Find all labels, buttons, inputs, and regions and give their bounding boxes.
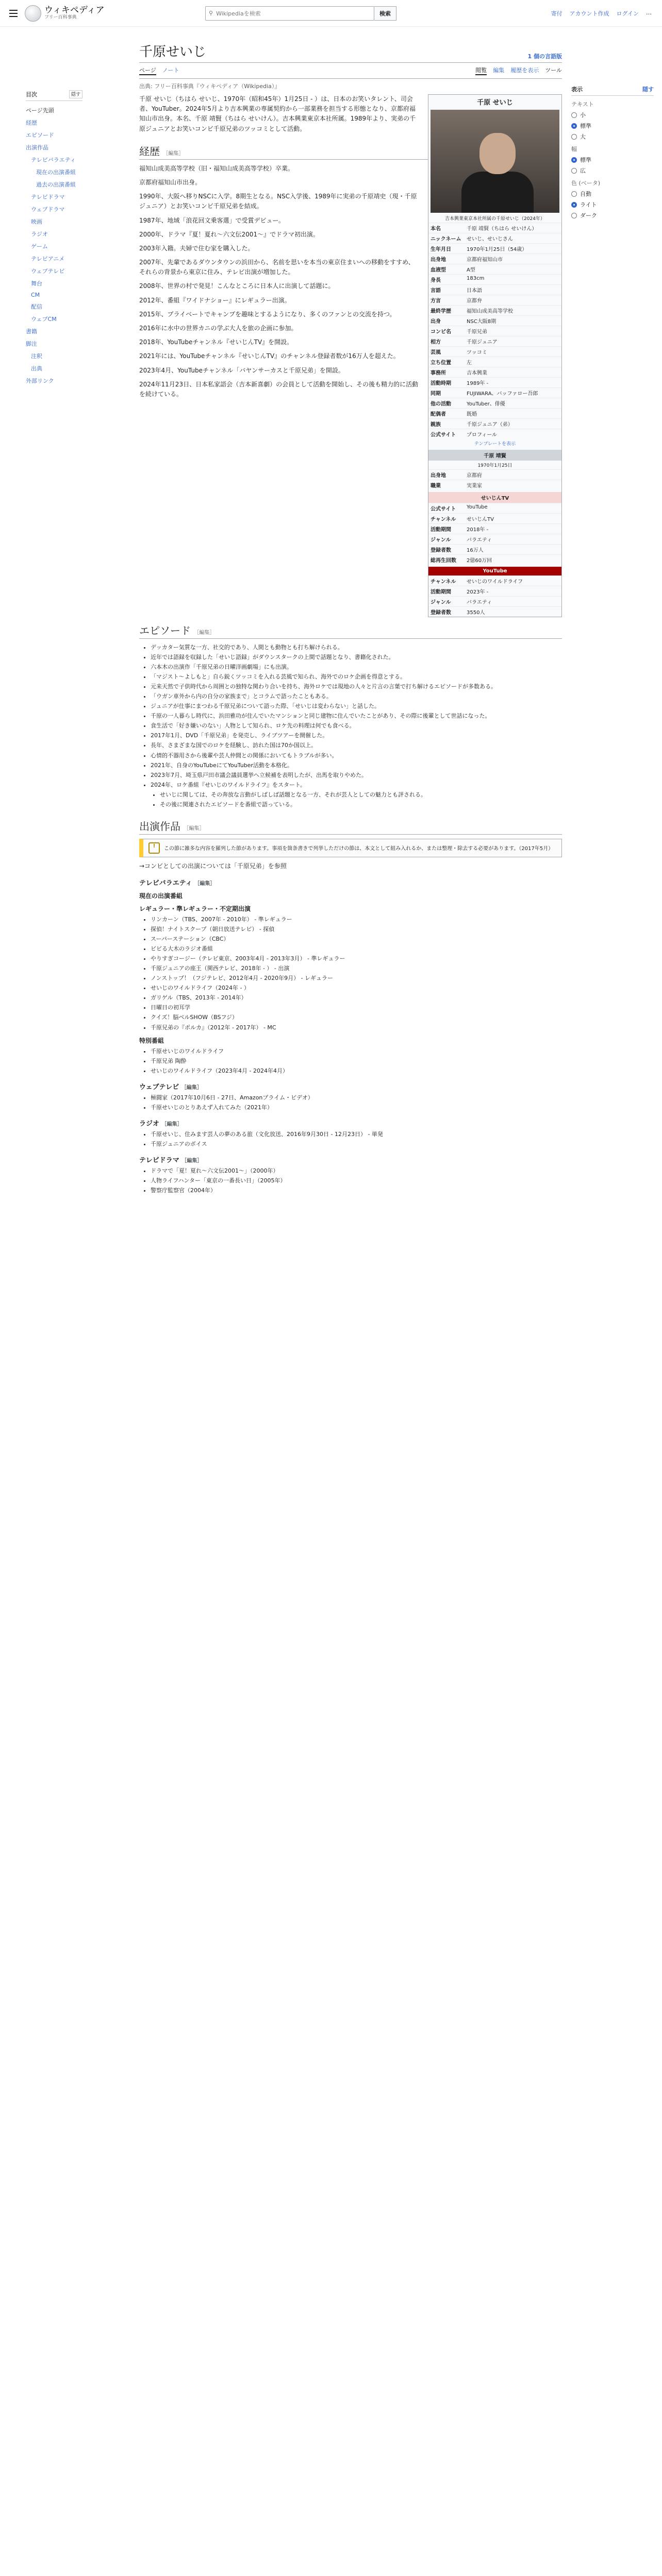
- list-item: • やりすぎコージー（テレビ東京、2003年4月 - 2013年3月） - 準レギュラー: [151, 954, 562, 963]
- list-item: • 「マジスト〜よしもと」自ら鋭くツッコミを入れる芸風で知られ、海外でのロケ企画を得意とする。: [151, 672, 562, 681]
- career-paragraph: 2024年11月23日、日本私家語会（吉本新喜劇）の会員として活動を開始し、その後も精力的に活動を続けている。: [139, 380, 419, 398]
- infobox-value: 183cm: [467, 276, 485, 281]
- infobox-key: ジャンル: [431, 600, 451, 605]
- heading-radio: ラジオ ［編集］: [139, 1120, 183, 1128]
- login-link[interactable]: ログイン: [616, 10, 639, 17]
- toc-item[interactable]: ウェブテレビ: [31, 268, 65, 275]
- infobox-value: 3550人: [467, 610, 485, 616]
- infobox-key: 事務所: [431, 370, 446, 376]
- infobox-value: NSC大阪8期: [467, 319, 496, 325]
- infobox-row: [428, 367, 561, 377]
- top-header: [0, 0, 662, 27]
- width-option[interactable]: [571, 166, 654, 175]
- text-size-option[interactable]: [571, 132, 654, 141]
- infobox-key: 方言: [431, 298, 441, 304]
- infobox-key: 活動期間: [431, 589, 451, 595]
- heading-tv: テレビバラエティ ［編集］: [139, 879, 216, 887]
- main-menu-icon[interactable]: [6, 6, 21, 21]
- wikipedia-logo[interactable]: [25, 5, 148, 22]
- list-item: • 人物ライフハンター「東京の一番長い日」（2005年）: [151, 1176, 562, 1185]
- infobox-key: 同期: [431, 391, 441, 397]
- list-item: • 近年では語録を収録した「せいじ語録」がダウンスタークの上間で話題となり、書籍化された。: [151, 653, 562, 662]
- infobox-value: 福知山成美高等学校: [467, 309, 513, 314]
- list-item: • ジュニアが仕事にまつわる千原兄弟について語った際、「せいじは変わらない」と話した。: [151, 702, 562, 710]
- infobox-key: 活動期間: [431, 527, 451, 533]
- text-size-label: テキスト: [571, 101, 594, 108]
- toc-item[interactable]: テレビアニメ: [31, 256, 65, 262]
- globe-icon: [25, 5, 41, 22]
- infobox-value: 1970年1月25日（54歳）: [467, 247, 527, 252]
- more-menu-icon[interactable]: …: [646, 9, 652, 16]
- toc-item[interactable]: 現在の出演番組: [36, 169, 76, 176]
- infobox-value: 京都弁: [467, 298, 482, 304]
- toc-item[interactable]: ウェブCM: [31, 316, 57, 323]
- career-paragraph: 福知山成美高等学校（旧・福知山成美高等学校）卒業。: [139, 164, 294, 172]
- toc-item[interactable]: エピソード: [26, 132, 54, 139]
- list-item: • 食生活で「好き嫌いのない」人物として知られ、ロケ先の料理は何でも食べる。: [151, 721, 562, 730]
- infobox-row: [428, 284, 561, 295]
- warning-icon: !: [148, 842, 160, 854]
- list-item: • 千原の一人暮らし時代に、浜田雅功が住んでいたマンションと同じ建物に住んでいたことがあり、その際に後輩として世話になった。: [151, 711, 562, 720]
- infobox-value: 左: [467, 360, 472, 366]
- toc-item[interactable]: 外部リンク: [26, 378, 54, 384]
- color-option[interactable]: [571, 190, 654, 198]
- list-item: • 2024年、ロケ番組『せいじのワイルドライフ』をスタート。: [151, 781, 562, 789]
- edit-link[interactable]: ［編集］: [163, 150, 184, 157]
- tab-history[interactable]: 履歴を表示: [510, 67, 539, 74]
- infobox-row: [428, 274, 561, 284]
- infobox-section-channel: せいじんTV: [428, 492, 561, 503]
- career-paragraph: 京都府福知山市出身。: [139, 178, 202, 186]
- width-option[interactable]: [571, 156, 654, 164]
- toc-item[interactable]: 出典: [31, 365, 42, 372]
- infobox-value: 1989年 -: [467, 381, 489, 386]
- tab-edit[interactable]: 編集: [493, 67, 505, 74]
- search-icon: ⚲: [209, 10, 213, 16]
- career-paragraph: 2003年入籍。夫婦で住む家を購入した。: [139, 244, 254, 252]
- infobox-value: 2018年 -: [467, 527, 489, 533]
- heading-special: 特別番組: [139, 1037, 164, 1044]
- list-item: • 長年、さまざまな国でのロケを経験し、訪れた国は70か国以上。: [151, 741, 562, 750]
- infobox-value: YouTube: [467, 504, 488, 510]
- infobox-row: [428, 480, 561, 490]
- infobox-row: [428, 575, 561, 586]
- infobox-row: [428, 523, 561, 534]
- maintenance-notice: ! この節に雑多な内容を羅列した節があります。事項を箇条書きで列挙しただけの節は、本文として組み入れるか、または整理・除去する必要があります。（2017年5月）: [139, 839, 562, 857]
- color-option[interactable]: [571, 200, 654, 209]
- infobox-key: 出身: [431, 319, 441, 325]
- language-button[interactable]: 1 個の言語版: [527, 53, 562, 60]
- infobox-key: 活動時期: [431, 381, 451, 386]
- infobox-value: ツッコミ: [467, 350, 487, 355]
- edit-link[interactable]: ［編集］: [194, 630, 215, 636]
- career-paragraph: 2021年には、YouTubeチャンネル『せいじんTV』のチャンネル登録者数が16万人を超えた。: [139, 352, 400, 360]
- infobox-row: [428, 233, 561, 243]
- infobox-key: チャンネル: [431, 517, 456, 522]
- infobox-row: [428, 534, 561, 544]
- infobox-section-name: 千原 靖賢: [428, 450, 561, 461]
- infobox-key: ニックネーム: [431, 236, 461, 242]
- infobox-row: [428, 357, 561, 367]
- width-option-label: 標準: [580, 157, 591, 163]
- infobox-key: 身長: [431, 278, 441, 283]
- list-item: • 千原せいじのワイルドライフ: [151, 1047, 562, 1056]
- page-title-row: [139, 41, 562, 63]
- infobox-key: 最終学歴: [431, 309, 451, 314]
- edit-link[interactable]: ［編集］: [184, 825, 205, 832]
- infobox-key: チャンネル: [431, 579, 456, 585]
- infobox-row: [428, 243, 561, 253]
- infobox-row: [428, 326, 561, 336]
- list-item: • 2017年1月、DVD「千原兄弟」を発売し、ライブツアーを開催した。: [151, 731, 562, 740]
- infobox-key: 立ち位置: [431, 360, 451, 366]
- infobox-row: [428, 429, 561, 439]
- infobox-value: 実業家: [467, 483, 482, 489]
- article: [139, 41, 562, 1196]
- infobox-row: [428, 513, 561, 523]
- infobox-row: [428, 305, 561, 315]
- list-item: • 警察庁監察官（2004年）: [151, 1186, 562, 1195]
- infobox-row: [428, 253, 561, 264]
- user-links: [551, 9, 652, 18]
- infobox-value: FUJIWARA、バッファロー吾郎: [467, 391, 538, 397]
- infobox-row: [428, 418, 561, 429]
- appearance-title: 表示: [571, 86, 583, 93]
- edit-link[interactable]: ［編集］: [161, 1121, 183, 1127]
- text-size-option[interactable]: [571, 111, 654, 119]
- heading-works: 出演作品 ［編集］: [139, 818, 562, 835]
- infobox-key: 出身地: [431, 473, 446, 479]
- toc-item[interactable]: 映画: [31, 218, 42, 225]
- infobox-value: プロフィール: [467, 432, 497, 438]
- radio-icon: [571, 202, 577, 208]
- color-label: 色 (ベータ): [571, 180, 601, 187]
- infobox-value: 千原兄弟: [467, 329, 487, 335]
- radio-icon: [571, 191, 577, 197]
- infobox-value: A型: [467, 267, 475, 273]
- list-item: • 千原兄弟の『ポルカ』（2012年 - 2017年） - MC: [151, 1023, 562, 1032]
- infobox-value: 京都府福知山市: [467, 257, 503, 263]
- portrait-image[interactable]: [431, 110, 559, 213]
- infobox-key: 生年月日: [431, 247, 451, 252]
- infobox-key: 公式サイト: [431, 506, 456, 512]
- toc-item[interactable]: ゲーム: [31, 243, 48, 250]
- infobox-value: 2023年 -: [467, 589, 489, 595]
- appearance-hide-button[interactable]: 隠す: [642, 86, 654, 93]
- toc-item[interactable]: 書籍: [26, 328, 37, 335]
- toc-item[interactable]: 配信: [31, 303, 42, 310]
- list-item: • せいじのワイルドライフ（2023年4月 - 2024年4月）: [151, 1066, 562, 1075]
- color-option-label: ライト: [580, 201, 597, 208]
- infobox-key: 相方: [431, 340, 441, 345]
- infobox-value: 千原ジュニア（弟）: [467, 422, 513, 428]
- width-label: 幅: [571, 146, 577, 152]
- infobox-key: 総再生回数: [431, 558, 456, 564]
- color-option-label: ダーク: [580, 212, 597, 219]
- toc-item[interactable]: 脚注: [26, 341, 37, 347]
- infobox-key: 芸風: [431, 350, 441, 355]
- career-paragraph: 2012年、番組『ワイドナショー』にレギュラー出演。: [139, 296, 291, 304]
- template-link[interactable]: テンプレートを表示: [474, 442, 516, 447]
- list-item: • スーパーステーション（CBC）: [151, 935, 562, 943]
- works-note: →コンビとしての出演については「千原兄弟」を参照: [139, 862, 287, 870]
- list-item: • ドラマで「夏！夏れ～六文伝2001～」（2000年）: [151, 1166, 562, 1175]
- search-input[interactable]: ⚲ Wikipediaを検索: [205, 6, 374, 21]
- width-option-label: 広: [580, 167, 586, 174]
- career-paragraph: 2008年、世界の村で発見！こんなところに日本人に出演して話題に。: [139, 282, 335, 290]
- infobox-section-youtube: YouTube: [428, 567, 561, 575]
- toc-item[interactable]: ラジオ: [31, 231, 48, 238]
- list-item: • せいじに関しては、その奔放な言動がしばしば話題となる一方、それが芸人としての魅力とも評される。: [160, 790, 562, 799]
- tab-read[interactable]: 閲覧: [475, 66, 487, 75]
- infobox-title: 千原 せいじ: [428, 95, 561, 109]
- career-paragraph: 2000年、ドラマ『夏！夏れ～六文伝2001～』でドラマ初出演。: [139, 230, 319, 238]
- toc-item[interactable]: 出演作品: [26, 144, 48, 151]
- toc-item[interactable]: ウェブドラマ: [31, 206, 65, 213]
- heading-episode: エピソード ［編集］: [139, 622, 562, 639]
- page-tabs: [139, 63, 562, 79]
- list-item: • 元来天然で子供時代から周囲との独特な関わり合いを持ち、海外ロケでは現地の人々と片言の言葉で打ち解けるエピソードが多数ある。: [151, 682, 562, 691]
- infobox-birth: 1970年1月25日: [477, 463, 512, 468]
- infobox-row: [428, 503, 561, 513]
- list-item: • 極闘家（2017年10月6日 - 27日、Amazonプライム・ビデオ）: [151, 1093, 562, 1102]
- career-paragraph: 2018年、YouTubeチャンネル『せいじんTV』を開設。: [139, 338, 293, 346]
- toc-item[interactable]: 注釈: [31, 353, 42, 360]
- infobox-key: 血液型: [431, 267, 446, 273]
- list-item: • ノンストップ！（フジテレビ、2012年4月 - 2020年9月） - レギュラー: [151, 974, 562, 982]
- infobox-key: 他の活動: [431, 401, 451, 407]
- list-item: • 千原ジュニアのボイス: [151, 1140, 562, 1148]
- infobox-row: [428, 377, 561, 387]
- career-paragraph: 2016年に水中の世界カニの学ぶ大人を旅の企画に参加。: [139, 325, 297, 332]
- career-paragraph: 2015年、プライベートでキャンプを趣味とするようになり、多くのファンとの交流を持つ。: [139, 310, 396, 318]
- infobox-value: 千原ジュニア: [467, 340, 498, 345]
- infobox-row: [428, 469, 561, 480]
- infobox-key: 本名: [431, 226, 441, 232]
- list-item: • 千原せいじ、住みます芸人の夢のある旅（文化放送、2016年9月30日 - 12月23日） - 単発: [151, 1130, 562, 1139]
- infobox-key: 配偶者: [431, 412, 446, 417]
- infobox-key: 親族: [431, 422, 441, 428]
- infobox-row: [428, 554, 561, 565]
- infobox-value: 2億60万回: [467, 558, 492, 564]
- toc-item[interactable]: テレビバラエティ: [31, 157, 76, 163]
- radio-icon: [571, 157, 577, 163]
- heading-career: 経歴 ［編集］: [139, 143, 562, 160]
- infobox-row: [428, 606, 561, 617]
- edit-link[interactable]: ［編集］: [181, 1158, 203, 1164]
- radio-icon: [571, 134, 577, 140]
- infobox-value: 16万人: [467, 548, 484, 553]
- radio-icon: [571, 112, 577, 118]
- infobox-key: 登録者数: [431, 548, 451, 553]
- infobox-key: 職業: [431, 483, 441, 489]
- list-item: • 千原ジュニアの座王（関西テレビ、2018年 - ） - 出演: [151, 964, 562, 973]
- infobox-value: バラエティ: [467, 600, 492, 605]
- list-item: • 2023年7月、埼玉県戸田市議会議員選挙へ立候補を表明したが、出馬を取りやめた。: [151, 771, 562, 779]
- toc-hide-button[interactable]: 隠す: [69, 90, 82, 98]
- list-item: • 六本木の出演作「千原兄弟の日曜洋画劇場」にも出演。: [151, 663, 562, 671]
- list-item: • その後に関連されたエピソードを番組で語っている。: [160, 800, 562, 809]
- toc-item[interactable]: ページ先頭: [26, 107, 54, 114]
- list-item: • 日曜日の初耳学: [151, 1003, 562, 1012]
- infobox-row: [428, 408, 561, 418]
- toc-item[interactable]: 舞台: [31, 280, 42, 287]
- infobox-row: [428, 596, 561, 606]
- list-item: • ビビる大木のラジオ番組: [151, 944, 562, 953]
- career-paragraph: 2007年、先輩であるダウンタウンの浜田から、名前を思いを本当の東京住まいへの移動をすすめ、それらの背景から東京に住み、テレビ出演が増加した。: [139, 259, 415, 276]
- tab-tools[interactable]: ツール: [545, 67, 562, 74]
- heading-drama: テレビドラマ ［編集］: [139, 1156, 203, 1164]
- infobox-row: [428, 346, 561, 357]
- infobox-value: せいじんTV: [467, 517, 494, 522]
- text-size-option[interactable]: [571, 122, 654, 130]
- edit-link[interactable]: ［編集］: [194, 880, 216, 887]
- list-item: • 2021年、自身のYouTubeにてYouTuber活動を本格化。: [151, 761, 562, 770]
- create-account-link[interactable]: アカウント作成: [569, 10, 609, 17]
- table-of-contents: [26, 90, 82, 387]
- infobox-row: [428, 398, 561, 408]
- list-item: • せいじのワイルドライフ（2024年 - ）: [151, 984, 562, 992]
- radio-icon: [571, 123, 577, 129]
- logo-title: ウィキペディア: [44, 5, 105, 16]
- infobox-row: [428, 295, 561, 305]
- search-button[interactable]: 検索: [374, 6, 396, 21]
- donate-link[interactable]: 寄付: [551, 10, 562, 17]
- infobox-value: バラエティ: [467, 537, 492, 543]
- list-item: • 千原兄弟 陶酔: [151, 1057, 562, 1065]
- list-item: • 心情的不器用さから後輩や芸人仲間との関係においてもトラブルが多い。: [151, 751, 562, 760]
- toc-title: 目次: [26, 91, 37, 98]
- logo-subtitle: フリー百科事典: [44, 14, 77, 20]
- search-form: [205, 6, 396, 21]
- appearance-panel: [571, 85, 654, 222]
- text-size-option-label: 標準: [580, 123, 591, 129]
- infobox-key: 言語: [431, 288, 441, 294]
- list-item: • クイズ！脳ベルSHOW（BSフジ）: [151, 1013, 562, 1022]
- edit-link[interactable]: ［編集］: [181, 1084, 202, 1091]
- infobox-key: 登録者数: [431, 610, 451, 616]
- list-item: • ガリゲル（TBS、2013年 - 2014年）: [151, 993, 562, 1002]
- infobox: [428, 94, 562, 617]
- radio-icon: [571, 213, 577, 218]
- list-item: • 探偵！ナイトスクープ（朝日放送テレビ） - 探偵: [151, 925, 562, 934]
- infobox-row: [428, 264, 561, 274]
- career-paragraph: 2023年4月、YouTubeチャンネル「バヤンサーカスと千原兄弟」を開設。: [139, 366, 344, 374]
- infobox-row: [428, 336, 561, 346]
- infobox-row: [428, 387, 561, 398]
- infobox-row: [428, 544, 561, 554]
- list-item: • リンカーン（TBS、2007年 - 2010年） - 準レギュラー: [151, 915, 562, 924]
- source-note: 出典: フリー百科事典『ウィキペディア（Wikipedia）』: [139, 83, 280, 90]
- list-item: • デッカター気質な一方、社交的であり、人間とも動物とも打ち解けられる。: [151, 643, 562, 652]
- list-item: • 千原せいじのとりあえず入れてみた（2021年）: [151, 1103, 562, 1112]
- radio-icon: [571, 168, 577, 174]
- infobox-value: 吉本興業: [467, 370, 487, 376]
- heading-webtv: ウェブテレビ ［編集］: [139, 1083, 202, 1091]
- tab-talk[interactable]: ノート: [162, 67, 179, 74]
- toc-item[interactable]: 経歴: [26, 120, 37, 126]
- intro-paragraph: 千原 せいじ（ちはら せいじ、1970年（昭和45年）1月25日 - ）は、日本のお笑いタレント、司会者、YouTuber。2024年5月より吉本興業の専属契約から一部業務を担当する形態となり、京都府福知山市出身。本名、千原 靖賢（ちはら せいけん）。吉本興業東京本社所属。1989年より、実弟の千原ジュニアとお笑いコンビ千原兄弟のツッコミとして活動。: [139, 95, 416, 132]
- infobox-row: [428, 223, 561, 233]
- infobox-value: YouTuber、俳優: [467, 401, 505, 407]
- infobox-key: コンビ名: [431, 329, 451, 335]
- toc-item[interactable]: 過去の出演番組: [36, 181, 76, 188]
- career-paragraph: 1987年、地域「浪花回文乗客選」で受賞デビュー。: [139, 216, 285, 224]
- toc-item[interactable]: CM: [31, 292, 40, 298]
- infobox-value: せいじのワイルドライフ: [467, 579, 523, 585]
- page-title: 千原せいじ: [139, 44, 207, 60]
- infobox-value: せいじ、せいじさん: [467, 236, 513, 242]
- color-option-label: 自動: [580, 191, 591, 197]
- heading-regular: レギュラー・準レギュラー・不定期出演: [139, 905, 251, 912]
- text-size-option-label: 小: [580, 112, 586, 118]
- infobox-value: 日本語: [467, 288, 482, 294]
- toc-item[interactable]: テレビドラマ: [31, 194, 65, 200]
- list-item: • 「ウガン車外から内の自分の家族まで」とコラムで語ったこともある。: [151, 692, 562, 701]
- heading-current: 現在の出演番組: [139, 892, 183, 900]
- image-caption: 吉本興業東京本社所属の千原せいじ（2024年）: [445, 216, 545, 222]
- infobox-key: 公式サイト: [431, 432, 456, 438]
- career-paragraph: 1990年、大阪へ移りNSCに入学。8期生となる。NSC入学後、1989年に実弟の千原靖史（現・千原ジュニア）とお笑いコンビ千原兄弟を結成。: [139, 193, 417, 210]
- infobox-key: 出身地: [431, 257, 446, 263]
- infobox-row: [428, 315, 561, 326]
- infobox-value: 千原 靖賢（ちはら せいけん）: [467, 226, 537, 232]
- text-size-option-label: 大: [580, 133, 586, 140]
- infobox-value: 既婚: [467, 412, 477, 417]
- infobox-value: 京都府: [467, 473, 482, 479]
- infobox-key: ジャンル: [431, 537, 451, 543]
- tab-page[interactable]: ページ: [139, 66, 156, 75]
- color-option[interactable]: [571, 211, 654, 219]
- infobox-row: [428, 586, 561, 596]
